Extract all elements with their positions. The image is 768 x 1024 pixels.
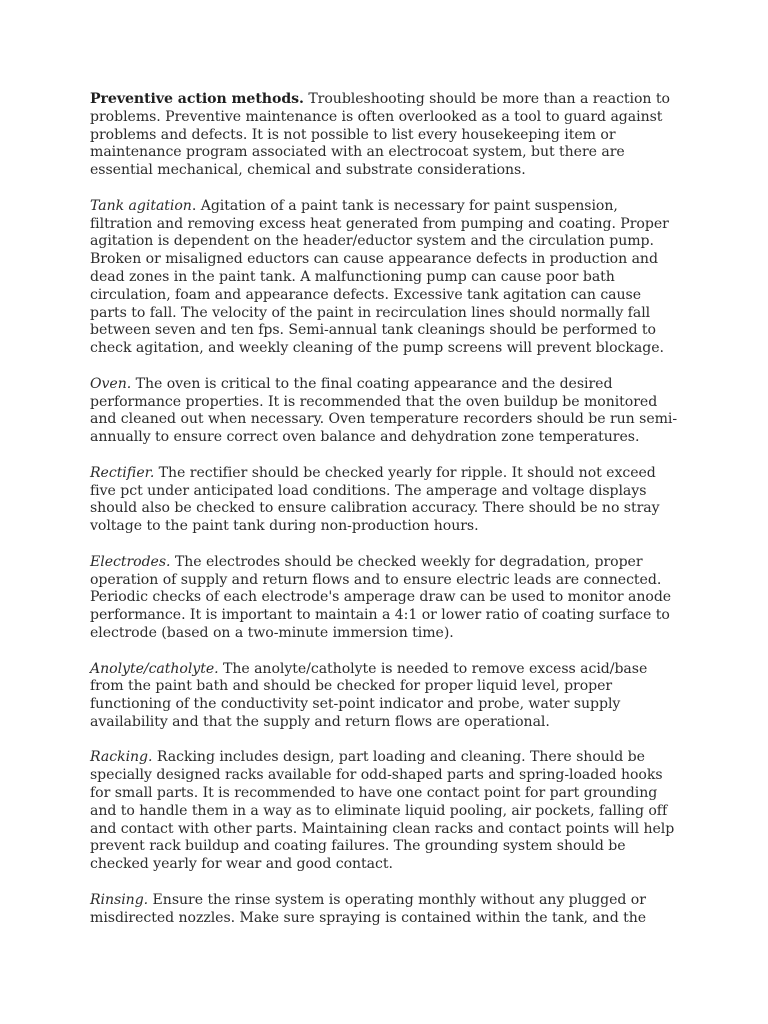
paragraph-body: Racking includes design, part loading and cleaning. There should be specially designed racks available for odd-shaped parts and spring-loaded hooks for small parts. It is recommended to have one contact point for part grounding and to handle them in a way as to eliminate liquid pooling, air pockets, falling off and contact with other parts. Maintaining clean racks and contact points will help prevent rack buildup and coating failures. The grounding system should be checked yearly for wear and good contact. (90, 749, 675, 873)
paragraph-racking (90, 749, 680, 874)
paragraph-rinsing (90, 892, 680, 928)
paragraph-oven (90, 376, 680, 447)
paragraph-body: Troubleshooting should be more than a reaction to problems. Preventive maintenance is often overlooked as a tool to guard against problems and defects. It is not possible to list every housekeeping item or maintenance program associated with an electrocoat system, but there are essential mechanical, chemical and substrate considerations. (90, 91, 670, 179)
paragraph-body: . Agitation of a paint tank is necessary for paint suspension, filtration and removing excess heat generated from pumping and coating. Proper agitation is dependent on the header/eductor system and the circulation pump. Broken or misaligned eductors can cause appearance defects in production and dead zones in the paint tank. A malfunctioning pump can cause poor bath circulation, foam and appearance defects. Excessive tank agitation can cause parts to fall. The velocity of the paint in recirculation lines should normally fall between seven and ten fps. Semi-annual tank cleanings should be performed to check agitation, and weekly cleaning of the pump screens will prevent blockage. (90, 197, 669, 357)
paragraph-heading: Preventive action methods. (90, 91, 304, 107)
paragraph-body: The oven is critical to the final coating appearance and the desired performance properties. It is recommended that the oven buildup be monitored and cleaned out when necessary. Oven temperature recorders should be run semi-annually to ensure correct oven balance and dehydration zone temperatures. (90, 375, 678, 446)
paragraph-heading: Rectifier. (90, 464, 155, 481)
paragraph-heading: Racking. (90, 749, 153, 766)
paragraph-electrodes (90, 554, 680, 643)
document-page (90, 91, 680, 945)
paragraph-heading: Anolyte/catholyte. (90, 660, 219, 677)
paragraph-heading: Oven. (90, 375, 132, 392)
paragraph-heading: Rinsing. (90, 891, 149, 908)
paragraph-body: The anolyte/catholyte is needed to remove excess acid/base from the paint bath and should be checked for proper liquid level, proper functioning of the conductivity set-point indicator and probe, water supply availability and that the supply and return flows are operational. (90, 660, 648, 730)
paragraph-preventive-action-methods (90, 91, 680, 180)
paragraph-body: The electrodes should be checked weekly for degradation, proper operation of supply and return flows and to ensure electric leads are connected. Periodic checks of each electrode's amperage draw can be used to monitor anode performance. It is important to maintain a 4:1 or lower ratio of coating surface to electrode (based on a two-minute immersion time). (90, 553, 672, 641)
paragraph-body: The rectifier should be checked yearly for ripple. It should not exceed five pct under anticipated load conditions. The amperage and voltage displays should also be checked to ensure calibration accuracy. There should be no stray voltage to the paint tank during non-production hours. (90, 464, 660, 535)
paragraph-heading: Tank agitation (90, 197, 192, 214)
paragraph-heading: Electrodes. (90, 553, 171, 570)
paragraph-body: Ensure the rinse system is operating monthly without any plugged or misdirected nozzles. Make sure spraying is contained within the tank, and the (90, 891, 647, 926)
paragraph-rectifier (90, 465, 680, 536)
paragraph-tank-agitation (90, 198, 680, 358)
paragraph-anolyte-catholyte (90, 661, 680, 732)
